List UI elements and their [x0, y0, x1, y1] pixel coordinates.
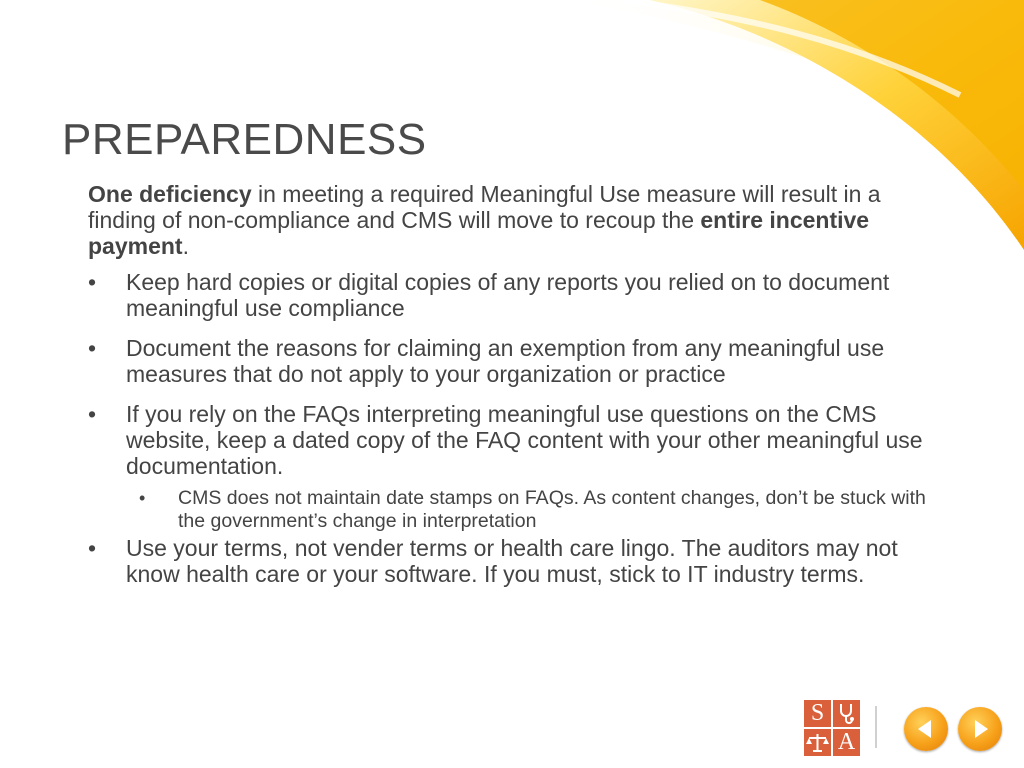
bullet-list [88, 269, 928, 587]
bullet-item [88, 335, 928, 387]
bullet-item [88, 535, 928, 587]
bullet-text: Use your terms, not vender terms or health care lingo. The auditors may not know health care or your software. If you must, stick to IT industry terms. [126, 535, 898, 587]
bullet-text: Keep hard copies or digital copies of any reports you relied on to document meaningful use compliance [126, 269, 890, 321]
sub-bullet-list [126, 487, 928, 533]
scales-icon [804, 729, 831, 756]
intro-bold-start: One deficiency [88, 181, 252, 207]
slide-body [88, 181, 928, 601]
next-button[interactable] [958, 707, 1002, 751]
sub-bullet-icon: • [139, 488, 146, 508]
intro-paragraph [88, 181, 928, 259]
bullet-item [88, 401, 928, 533]
previous-button[interactable] [904, 707, 948, 751]
stethoscope-icon [833, 700, 860, 727]
intro-bold-end: entire incentive payment [88, 207, 870, 259]
sa-logo [804, 700, 860, 756]
bullet-text: Document the reasons for claiming an exemption from any meaningful use measures that do not apply to your organization or practice [126, 335, 885, 387]
logo-letter-a: A [833, 729, 860, 756]
intro-middle: in meeting a required Meaningful Use measure will result in a finding of non-compliance and CMS will move to recoup the [88, 181, 881, 233]
bullet-icon: • [88, 535, 97, 561]
logo-letter-s: S [804, 700, 831, 727]
bullet-text: If you rely on the FAQs interpreting meaningful use questions on the CMS website, keep a dated copy of the FAQ content with your other meaningful use documentation. [126, 401, 923, 479]
bullet-icon: • [88, 269, 97, 295]
triangle-left-icon [904, 707, 948, 751]
bullet-item [88, 269, 928, 321]
bullet-icon: • [88, 335, 97, 361]
sub-bullet-item [126, 487, 928, 533]
divider [875, 706, 877, 748]
slide-title: PREPAREDNESS [62, 115, 427, 164]
sub-bullet-text: CMS does not maintain date stamps on FAQs. As content changes, don’t be stuck with the government’s change in interpretation [178, 487, 926, 532]
bullet-icon: • [88, 401, 97, 427]
triangle-right-icon [958, 707, 1002, 751]
intro-end: . [182, 233, 189, 259]
